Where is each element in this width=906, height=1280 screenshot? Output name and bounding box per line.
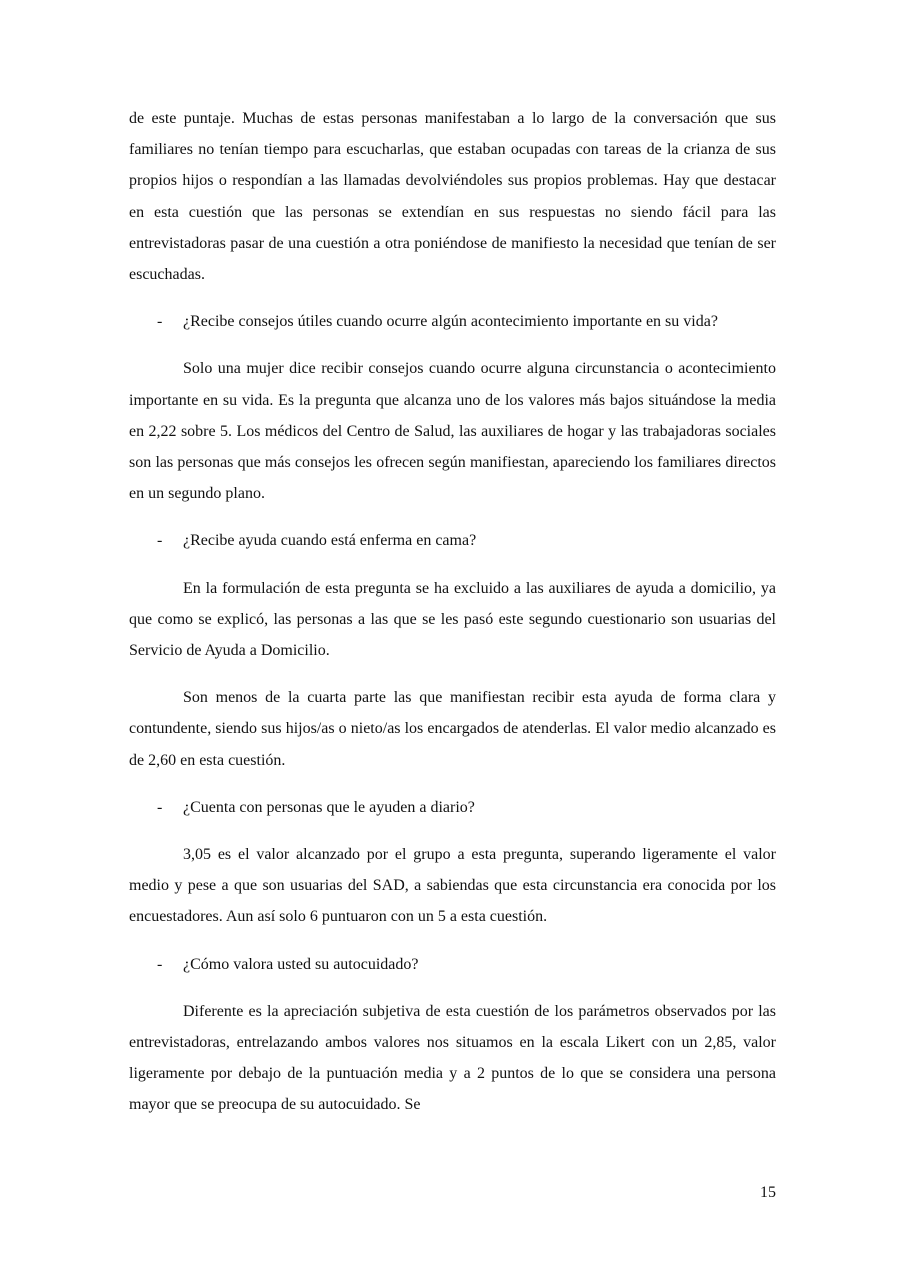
question-item-consejos: [129, 306, 776, 337]
bullet-dash: -: [157, 313, 163, 331]
paragraph-autocuidado: Diferente es la apreciación subjetiva de esta cuestión de los parámetros observados por las entrevistadoras, entrelazando ambos valores nos situamos en la escala Likert con un 2,85, valor ligeramente por debajo de la puntuación media y a 2 puntos de lo que se considera una persona mayor que se preocupa de su autocuidado. Se: [129, 1002, 776, 1114]
document-body: [129, 103, 776, 1121]
bullet-dash: -: [157, 532, 163, 550]
question-text: ¿Recibe consejos útiles cuando ocurre algún acontecimiento importante en su vida?: [183, 313, 718, 331]
bullet-dash: -: [157, 798, 163, 816]
question-text: ¿Cuenta con personas que le ayuden a diario?: [183, 798, 475, 816]
page-number: 15: [760, 1184, 776, 1201]
question-item-enferma: [129, 525, 776, 556]
paragraph-enferma-2: Son menos de la cuarta parte las que manifiestan recibir esta ayuda de forma clara y contundente, siendo sus hijos/as o nieto/as los encargados de atenderlas. El valor medio alcanzado es de 2,60 en esta cuestión.: [129, 689, 776, 769]
paragraph-intro: de este puntaje. Muchas de estas personas manifestaban a lo largo de la conversación que sus familiares no tenían tiempo para escucharlas, que estaban ocupadas con tareas de la crianza de sus propios hijos o respondían a las llamadas devolviéndoles sus propios problemas. Hay que destacar en esta cuestión que las personas se extendían en sus respuestas no siendo fácil para las entrevistadoras pasar de una cuestión a otra poniéndose de manifiesto la necesidad que tenían de ser escuchadas.: [129, 110, 776, 284]
paragraph-ayuda-diaria: 3,05 es el valor alcanzado por el grupo a esta pregunta, superando ligeramente el valor medio y pese a que son usuarias del SAD, a sabiendas que esta circunstancia era conocida por los encuestadores. Aun así solo 6 puntuaron con un 5 a esta cuestión.: [129, 846, 776, 926]
paragraph-enferma-1: En la formulación de esta pregunta se ha excluido a las auxiliares de ayuda a domicilio, ya que como se explicó, las personas a las que se les pasó este segundo cuestionario son usuarias del Servicio de Ayuda a Domicilio.: [129, 579, 776, 660]
question-item-autocuidado: [129, 949, 776, 980]
paragraph-consejos: Solo una mujer dice recibir consejos cuando ocurre alguna circunstancia o acontecimiento importante en su vida. Es la pregunta que alcanza uno de los valores más bajos situándose la media en 2,22 sobre 5. Los médicos del Centro de Salud, las auxiliares de hogar y las trabajadoras sociales son las personas que más consejos les ofrecen según manifiestan, apareciendo los familiares directos en un segundo plano.: [129, 360, 776, 503]
question-text: ¿Cómo valora usted su autocuidado?: [183, 955, 419, 973]
question-text: ¿Recibe ayuda cuando está enferma en cama?: [183, 532, 477, 550]
question-item-ayuda-diaria: [129, 792, 776, 823]
bullet-dash: -: [157, 955, 163, 973]
